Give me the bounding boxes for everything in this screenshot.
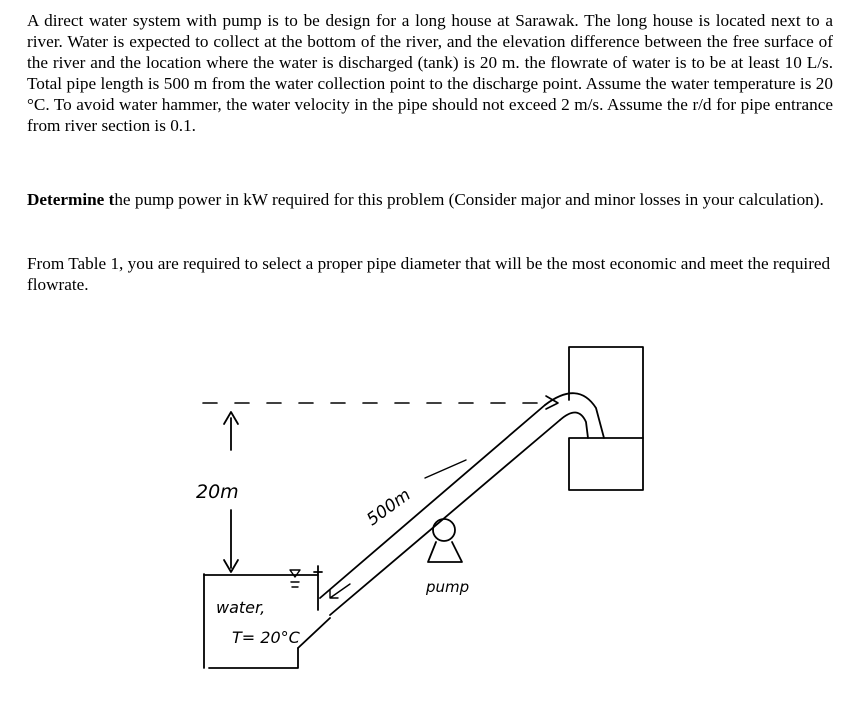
height-dimension-arrow-up xyxy=(224,412,238,450)
pipe-outlet-bend-inner xyxy=(560,412,588,438)
height-dimension-arrow-down xyxy=(224,510,238,572)
pump-label: pump xyxy=(426,578,470,596)
pipe-upper-wall xyxy=(320,405,545,598)
pump-support xyxy=(428,542,462,562)
tank-base-box xyxy=(569,438,643,490)
pump-symbol xyxy=(433,519,455,541)
water-label: water, xyxy=(216,598,266,617)
tank-outline xyxy=(569,347,643,438)
length-label-leader xyxy=(425,460,466,478)
task-bold-lead: Determine t xyxy=(27,190,115,209)
length-label: 500m xyxy=(363,485,415,531)
pipe-outlet-bend xyxy=(545,393,604,438)
problem-statement-paragraph: A direct water system with pump is to be design for a long house at Sarawak. The long house is located next to a river. Water is expected to collect at the bottom of the river, and the elevation difference between the free surface of the river and the location where the water is discharged (tank) is 20 m. the flowrate of water is to be at least 10 L/s. Total pipe length is 500 m from the water collection point to the discharge point. Assume the water temperature is 20 °C. To avoid water hammer, the water velocity in the pipe should not exceed 2 m/s. Assume the r/d for pipe entrance from river section is 0.1. xyxy=(27,11,833,135)
temperature-label: T= 20°C xyxy=(232,628,300,647)
pipe-entrance-lower-edge xyxy=(298,618,330,648)
table-instruction-paragraph: From Table 1, you are required to select a proper pipe diameter that will be the most economic and meet the required flowrate. xyxy=(27,254,831,294)
river-reservoir-outline xyxy=(204,574,298,668)
task-text: he pump power in kW required for this problem (Consider major and minor losses in your calculation). xyxy=(114,190,824,209)
pipe-entrance-inlet xyxy=(314,566,322,610)
free-surface-symbol xyxy=(290,570,300,587)
height-label: 20m xyxy=(196,481,239,503)
